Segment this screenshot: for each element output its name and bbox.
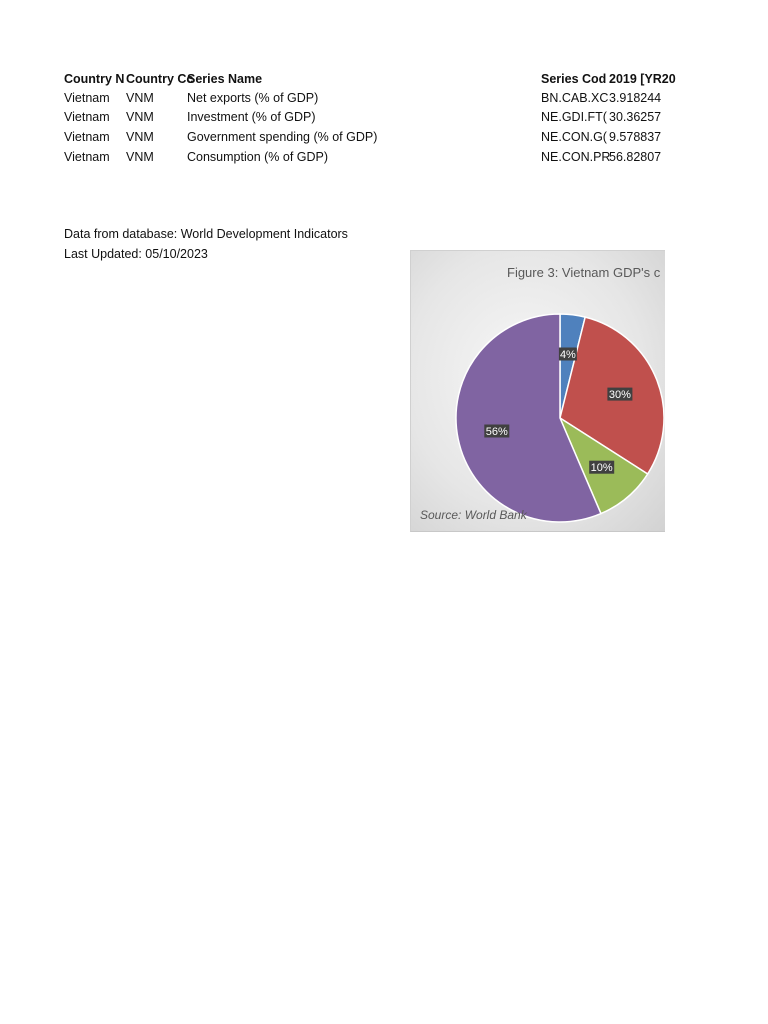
header-country-name: Country N	[64, 72, 125, 86]
header-year: 2019 [YR20	[609, 72, 676, 86]
table-row-2-country-name: Vietnam	[64, 130, 110, 144]
table-row-2-series-name: Government spending (% of GDP)	[187, 130, 378, 144]
pie-label-2: 10%	[590, 462, 613, 475]
table-row-3-series-code: NE.CON.PR	[541, 150, 611, 164]
chart-title: Figure 3: Vietnam GDP's c	[507, 265, 661, 280]
table-row-0-value: 3.918244	[609, 91, 662, 105]
header-country-code: Country Cc	[126, 72, 194, 86]
last-updated-note: Last Updated: 05/10/2023	[64, 247, 208, 261]
pie-chart-svg	[411, 251, 665, 531]
pie-label-1: 30%	[608, 389, 631, 402]
table-row-0-series-name: Net exports (% of GDP)	[187, 91, 319, 105]
table-row-3-series-name: Consumption (% of GDP)	[187, 150, 329, 164]
table-row-3-country-name: Vietnam	[64, 150, 110, 164]
header-series-name: Series Name	[187, 72, 263, 86]
pie-chart[interactable]	[410, 250, 665, 532]
table-row-3-country-code: VNM	[126, 150, 154, 164]
table-row-2-country-code: VNM	[126, 130, 154, 144]
table-row-1-country-code: VNM	[126, 110, 154, 124]
table-row-1-series-code: NE.GDI.FT(	[541, 110, 607, 124]
pie-label-3: 56%	[485, 426, 508, 438]
table-row-0-country-name: Vietnam	[64, 91, 110, 105]
table-row-2-series-code: NE.CON.G(	[541, 130, 607, 144]
table-row-1-country-name: Vietnam	[64, 110, 110, 124]
table-row-1-value: 30.36257	[609, 110, 662, 124]
table-row-0-country-code: VNM	[126, 91, 154, 105]
table-row-3-value: 56.82807	[609, 150, 662, 164]
table-row-1-series-name: Investment (% of GDP)	[187, 110, 316, 124]
header-series-code: Series Cod	[541, 72, 607, 86]
table-row-2-value: 9.578837	[609, 130, 662, 144]
chart-source: Source: World Bank	[420, 508, 527, 522]
database-note: Data from database: World Development Indicators	[64, 227, 348, 241]
pie-label-0: 4%	[559, 349, 576, 361]
table-row-0-series-code: BN.CAB.XC	[541, 91, 609, 105]
